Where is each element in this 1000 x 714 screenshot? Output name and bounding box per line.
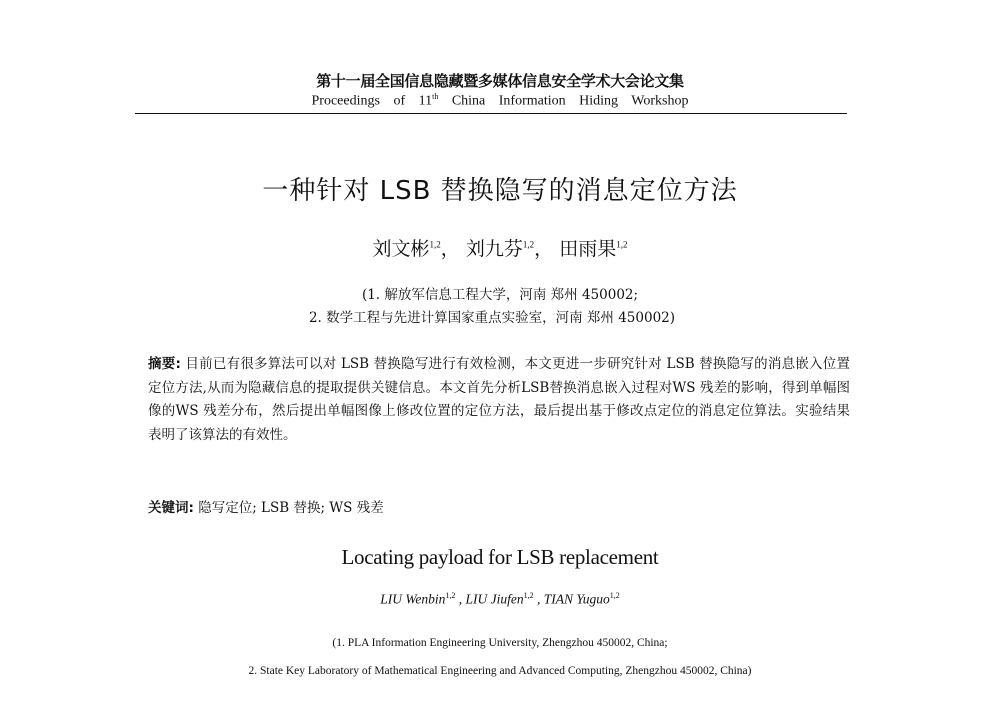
affiliation-en-1: (1. PLA Information Engineering University, Zhengzhou 450002, China; <box>332 637 668 649</box>
conference-title-en-ordinal: th <box>432 92 439 101</box>
paper-title-cn: 一种针对 LSB 替换隐写的消息定位方法 <box>262 176 738 206</box>
author-en-1: LIU Wenbin <box>380 591 446 607</box>
keywords-text: 隐写定位; LSB 替换; WS 残差 <box>193 500 384 516</box>
author-cn-separator: ， <box>440 238 460 260</box>
author-cn-separator: ， <box>534 238 554 260</box>
abstract <box>148 353 850 447</box>
author-cn-3-aff: 1,2 <box>616 239 628 250</box>
affiliation-cn-1: (1. 解放军信息工程大学，河南 郑州 450002; <box>361 287 639 303</box>
abstract-text: 目前已有很多算法可以对 LSB 替换隐写进行有效检测，本文更进一步研究针对 LSB 替换隐写的消息嵌入位置定位方法,从而为隐藏信息的提取提供关键信息。本文首先分析LSB替换消息嵌入过程对WS 残差的影响，得到单幅图像的WS 残差分布，然后提出单幅图像上修改位置的定位方法，最后提出基于修改点定位的消息定位算法。实验结果表明了该算法的有效性。 <box>148 356 850 443</box>
author-cn-1: 刘文彬 <box>372 238 430 260</box>
affiliation-cn-2: 2. 数学工程与先进计算国家重点实验室，河南 郑州 450002) <box>308 310 676 326</box>
conference-title-cn: 第十一届全国信息隐藏暨多媒体信息安全学术大会论文集 <box>316 72 684 90</box>
author-en-1-aff: 1,2 <box>445 591 456 600</box>
affiliation-en-2: 2. State Key Laboratory of Mathematical Engineering and Advanced Computing, Zhengzhou 450002, China) <box>248 665 752 677</box>
author-en-2: LIU Jiufen <box>465 591 524 607</box>
author-cn-2: 刘九芬 <box>465 238 523 260</box>
author-en-separator: , <box>455 591 463 607</box>
author-en-separator: , <box>533 591 541 607</box>
conference-title-en-suffix: China Information Hiding Workshop <box>438 93 689 109</box>
paper-title-en: Locating payload for LSB replacement <box>341 545 659 569</box>
authors-cn <box>0 234 1000 261</box>
author-cn-3: 田雨果 <box>559 238 617 260</box>
keywords <box>148 496 384 516</box>
author-cn-2-aff: 1,2 <box>522 239 535 250</box>
author-en-2-aff: 1,2 <box>523 591 534 600</box>
conference-title-en <box>0 92 1000 110</box>
conference-title-en-prefix: Proceedings of 11 <box>311 93 433 109</box>
authors-en <box>0 591 1000 608</box>
header-rule <box>135 113 847 114</box>
keywords-label: 关键词: <box>148 500 194 516</box>
author-cn-1-aff: 1,2 <box>429 239 441 250</box>
author-en-3: TIAN Yuguo <box>543 591 610 607</box>
author-en-3-aff: 1,2 <box>609 591 620 600</box>
abstract-label: 摘要: <box>148 356 181 372</box>
